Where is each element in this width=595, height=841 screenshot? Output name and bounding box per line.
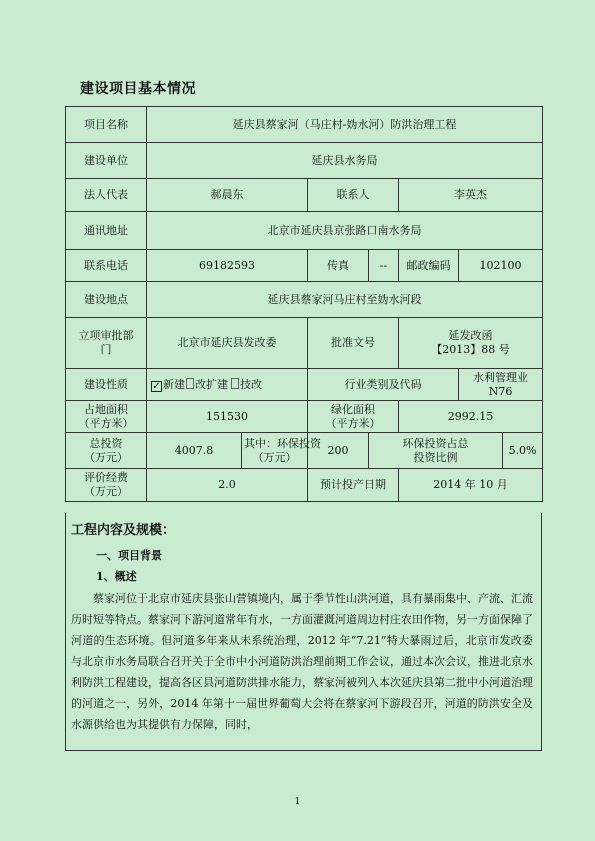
row-nature xyxy=(66,369,543,401)
approval-dept-value: 北京市延庆县发改委 xyxy=(147,318,308,369)
approval-no-line2: 【2013】88 号 xyxy=(431,343,510,356)
row-phone xyxy=(66,250,543,282)
area-label-line2: （平方米） xyxy=(78,416,134,430)
start-date-label: 预计投产日期 xyxy=(308,469,399,502)
site-label: 建设地点 xyxy=(66,282,147,318)
eval-fee-label-line1: 评价经费 xyxy=(84,471,128,484)
overview-paragraph: 蔡家河位于北京市延庆县张山营镇境内，属于季节性山洪河道，具有暴雨集中、产流、汇流历时短等特点。蔡家河下游河道常年有水，一方面灌溉河道周边村庄农田作物，另一方面保障了河道的生态环境。但河道多年来从未系统治理，2012 年“7.21”特大暴雨过后，北京市发改委与北京市水务局联合召开关于全市中小河道防洪治理前期工作会议，通过本次会议，推进北京水利防洪工程建设，提高各区县河道防洪排水能力，蔡家河被列入本次延庆县第二批中小河道治理的河道之一，另外，2014 年第十一届世界葡萄大会将在蔡家河下游段召开，河道的防洪安全及水源供给也为其提供有力保障，同时， xyxy=(71,592,533,731)
invest-label-line1: 总投资 xyxy=(89,436,123,450)
industry-line2: N76 xyxy=(488,384,513,398)
contact-label: 联系人 xyxy=(308,179,399,212)
postcode-label: 邮政编码 xyxy=(399,250,459,282)
industry-label: 行业类别及代码 xyxy=(308,369,459,401)
eval-fee-label xyxy=(66,469,147,502)
section-title: 建设项目基本情况 xyxy=(80,81,196,97)
address-value: 北京市延庆县京张路口南水务局 xyxy=(147,212,543,250)
phone-label: 联系电话 xyxy=(66,250,147,282)
env-invest-label-line1: 其中：环保投资 xyxy=(244,436,321,450)
row-area xyxy=(66,401,543,433)
invest-label-line2: （万元） xyxy=(84,450,128,464)
fax-value: -- xyxy=(369,250,399,282)
legal-rep-value: 郝晨东 xyxy=(147,179,308,212)
env-ratio-label xyxy=(369,433,503,469)
expand-checkbox[interactable] xyxy=(186,378,194,389)
nature-expand-label: 改扩建 xyxy=(195,377,228,391)
env-ratio-label-line1: 环保投资占总 xyxy=(402,436,469,450)
nature-tech-label: 技改 xyxy=(240,377,262,391)
project-name-label: 项目名称 xyxy=(66,107,147,143)
env-invest-value: 200 xyxy=(308,433,369,469)
project-info-table xyxy=(65,106,543,502)
row-project-name xyxy=(66,107,543,143)
approval-no-value xyxy=(399,318,543,369)
contact-value: 李英杰 xyxy=(399,179,543,212)
env-invest-label-line2: （万元） xyxy=(252,450,297,464)
postcode-value: 102100 xyxy=(459,250,543,282)
row-investment xyxy=(66,433,543,469)
row-site xyxy=(66,282,543,318)
legal-rep-label: 法人代表 xyxy=(66,179,147,212)
nature-label: 建设性质 xyxy=(66,369,147,401)
tech-checkbox[interactable] xyxy=(231,378,239,389)
project-content-section xyxy=(65,513,542,751)
eval-fee-label-line2: （万元） xyxy=(84,485,128,498)
phone-value: 69182593 xyxy=(147,250,308,282)
green-value: 2992.15 xyxy=(399,401,543,433)
nature-new-label: 新建 xyxy=(163,377,185,391)
nature-options xyxy=(147,369,308,401)
area-value: 151530 xyxy=(147,401,308,433)
site-value: 延庆县蔡家河马庄村至妫水河段 xyxy=(147,282,543,318)
approval-no-line1: 延发改函 xyxy=(448,329,493,342)
construction-unit-value: 延庆县水务局 xyxy=(147,143,543,179)
area-label-line1: 占地面积 xyxy=(84,402,128,416)
green-label-line2: （平方米） xyxy=(325,416,381,430)
industry-line1: 水利管理业 xyxy=(473,370,529,384)
new-build-checkbox[interactable] xyxy=(151,381,162,392)
start-date-value: 2014 年 10 月 xyxy=(399,469,543,502)
project-name-value: 延庆县蔡家河（马庄村-妫水河）防洪治理工程 xyxy=(147,107,543,143)
approval-dept-label: 立项审批部门 xyxy=(66,318,147,369)
heading-overview: 1、概述 xyxy=(96,570,137,583)
env-ratio-value: 5.0% xyxy=(503,433,543,469)
env-ratio-label-line2: 投资比例 xyxy=(413,450,458,464)
row-legal-rep xyxy=(66,179,543,212)
green-label-line1: 绿化面积 xyxy=(331,402,375,416)
row-construction-unit xyxy=(66,143,543,179)
row-address xyxy=(66,212,543,250)
content-title: 工程内容及规模： xyxy=(71,523,176,538)
industry-value xyxy=(459,369,543,401)
row-approval xyxy=(66,318,543,369)
page-number: 1 xyxy=(294,797,301,807)
invest-label xyxy=(66,433,147,469)
fax-label: 传真 xyxy=(308,250,369,282)
address-label: 通讯地址 xyxy=(66,212,147,250)
approval-no-label: 批准文号 xyxy=(308,318,399,369)
row-eval-fee xyxy=(66,469,543,502)
area-label xyxy=(66,401,147,433)
heading-project-background: 一、项目背景 xyxy=(96,549,162,562)
eval-fee-value: 2.0 xyxy=(147,469,308,502)
env-invest-label xyxy=(242,433,321,469)
green-label xyxy=(308,401,399,433)
construction-unit-label: 建设单位 xyxy=(66,143,147,179)
invest-value: 4007.8 xyxy=(147,433,242,469)
